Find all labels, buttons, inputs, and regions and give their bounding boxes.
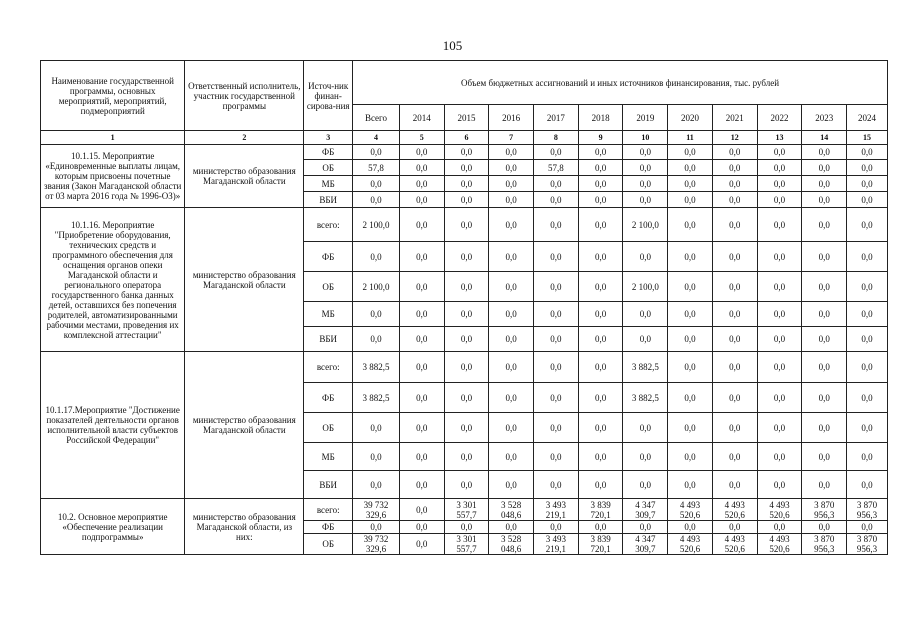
year-value: 0,0 <box>534 443 579 471</box>
year-value: 0,0 <box>534 327 579 352</box>
year-value: 0,0 <box>802 272 847 302</box>
total-value: 0,0 <box>353 443 400 471</box>
year-value: 0,0 <box>534 272 579 302</box>
year-value: 0,0 <box>444 413 489 443</box>
year-value: 0,0 <box>578 521 623 534</box>
year-value: 0,0 <box>802 145 847 160</box>
year-value: 0,0 <box>802 208 847 242</box>
column-number: 2 <box>185 131 304 145</box>
year-value: 0,0 <box>847 145 888 160</box>
year-value: 4 493 520,6 <box>668 534 713 555</box>
year-value: 0,0 <box>623 242 668 272</box>
year-value: 0,0 <box>399 192 444 208</box>
responsible-executor: министерство образования Магаданской области <box>185 145 304 208</box>
year-value: 0,0 <box>712 352 757 383</box>
budget-table <box>40 60 888 555</box>
year-value: 0,0 <box>489 383 534 413</box>
year-value: 0,0 <box>623 192 668 208</box>
header-year: 2015 <box>444 105 489 131</box>
total-value: 0,0 <box>353 302 400 327</box>
year-value: 0,0 <box>489 192 534 208</box>
year-value: 0,0 <box>623 327 668 352</box>
year-value: 0,0 <box>623 176 668 192</box>
header-year: 2023 <box>802 105 847 131</box>
year-value: 0,0 <box>489 160 534 176</box>
year-value: 0,0 <box>668 145 713 160</box>
year-value: 0,0 <box>712 208 757 242</box>
column-number-row <box>41 131 888 145</box>
year-value: 0,0 <box>847 160 888 176</box>
year-value: 0,0 <box>757 521 802 534</box>
column-number: 12 <box>712 131 757 145</box>
year-value: 0,0 <box>668 176 713 192</box>
year-value: 0,0 <box>578 352 623 383</box>
year-value: 0,0 <box>578 383 623 413</box>
total-value: 0,0 <box>353 327 400 352</box>
funding-source: МБ <box>304 302 353 327</box>
year-value: 0,0 <box>802 521 847 534</box>
header-source: Источ-ник финан-сирова-ния <box>304 61 353 131</box>
year-value: 0,0 <box>399 208 444 242</box>
year-value: 0,0 <box>668 208 713 242</box>
year-value: 3 870 956,3 <box>802 499 847 521</box>
funding-source: ФБ <box>304 383 353 413</box>
year-value: 0,0 <box>399 443 444 471</box>
year-value: 0,0 <box>399 534 444 555</box>
funding-source: всего: <box>304 499 353 521</box>
year-value: 0,0 <box>847 443 888 471</box>
year-value: 0,0 <box>444 521 489 534</box>
activity-name: 10.1.16. Мероприятие "Приобретение оборудования, технических средств и программного обеспечения для оснащения органов опеки Магаданской области и регионального оператора государственного банка данных детей, оставшихся без попечения родителей, автоматизированными рабочими местами, проведения их комплексной аттестации" <box>41 208 185 352</box>
year-value: 4 493 520,6 <box>757 499 802 521</box>
year-value: 0,0 <box>534 242 579 272</box>
year-value: 0,0 <box>444 176 489 192</box>
header-year: 2024 <box>847 105 888 131</box>
funding-source: ФБ <box>304 242 353 272</box>
funding-source: ВБИ <box>304 327 353 352</box>
year-value: 0,0 <box>399 302 444 327</box>
year-value: 0,0 <box>578 327 623 352</box>
year-value: 0,0 <box>578 242 623 272</box>
year-value: 3 870 956,3 <box>802 534 847 555</box>
funding-source: ВБИ <box>304 471 353 499</box>
year-value: 0,0 <box>847 192 888 208</box>
year-value: 0,0 <box>802 383 847 413</box>
year-value: 0,0 <box>847 302 888 327</box>
total-value: 0,0 <box>353 145 400 160</box>
table-row <box>41 499 888 521</box>
year-value: 3 839 720,1 <box>578 534 623 555</box>
year-value: 0,0 <box>802 327 847 352</box>
year-value: 0,0 <box>757 327 802 352</box>
year-value: 0,0 <box>489 327 534 352</box>
year-value: 0,0 <box>712 192 757 208</box>
year-value: 0,0 <box>489 272 534 302</box>
funding-source: всего: <box>304 208 353 242</box>
year-value: 0,0 <box>712 302 757 327</box>
year-value: 0,0 <box>489 352 534 383</box>
year-value: 0,0 <box>534 521 579 534</box>
year-value: 0,0 <box>444 352 489 383</box>
total-value: 0,0 <box>353 413 400 443</box>
total-value: 2 100,0 <box>353 208 400 242</box>
year-value: 0,0 <box>534 471 579 499</box>
year-value: 0,0 <box>802 176 847 192</box>
year-value: 3 493 219,1 <box>534 499 579 521</box>
year-value: 3 493 219,1 <box>534 534 579 555</box>
year-value: 0,0 <box>712 471 757 499</box>
header-responsible: Ответственный исполнитель, участник государственной программы <box>185 61 304 131</box>
funding-source: ОБ <box>304 534 353 555</box>
year-value: 0,0 <box>578 413 623 443</box>
year-value: 0,0 <box>847 471 888 499</box>
year-value: 0,0 <box>757 443 802 471</box>
activity-name: 10.1.15. Мероприятие «Единовременные выплаты лицам, которым присвоены почетные звания (Закон Магаданской области от 03 марта 2016 года № 1996-ОЗ)» <box>41 145 185 208</box>
year-value: 0,0 <box>712 176 757 192</box>
year-value: 0,0 <box>489 176 534 192</box>
header-year: 2016 <box>489 105 534 131</box>
year-value: 4 493 520,6 <box>712 499 757 521</box>
year-value: 0,0 <box>399 352 444 383</box>
header-year: 2018 <box>578 105 623 131</box>
total-value: 0,0 <box>353 192 400 208</box>
year-value: 3 301 557,7 <box>444 534 489 555</box>
year-value: 0,0 <box>578 192 623 208</box>
year-value: 0,0 <box>847 521 888 534</box>
year-value: 0,0 <box>757 272 802 302</box>
year-value: 0,0 <box>668 413 713 443</box>
year-value: 0,0 <box>668 160 713 176</box>
year-value: 0,0 <box>847 383 888 413</box>
year-value: 0,0 <box>444 383 489 413</box>
year-value: 0,0 <box>534 352 579 383</box>
year-value: 0,0 <box>578 471 623 499</box>
year-value: 0,0 <box>444 327 489 352</box>
year-value: 0,0 <box>489 302 534 327</box>
column-number: 11 <box>668 131 713 145</box>
year-value: 0,0 <box>399 327 444 352</box>
column-number: 7 <box>489 131 534 145</box>
year-value: 3 301 557,7 <box>444 499 489 521</box>
year-value: 0,0 <box>668 352 713 383</box>
header-total: Всего <box>353 105 400 131</box>
year-value: 0,0 <box>578 302 623 327</box>
year-value: 0,0 <box>668 521 713 534</box>
year-value: 0,0 <box>757 413 802 443</box>
year-value: 0,0 <box>847 352 888 383</box>
column-number: 15 <box>847 131 888 145</box>
year-value: 3 528 048,6 <box>489 499 534 521</box>
year-value: 0,0 <box>578 176 623 192</box>
year-value: 0,0 <box>578 208 623 242</box>
column-number: 1 <box>41 131 185 145</box>
year-value: 0,0 <box>444 302 489 327</box>
activity-name: 10.1.17.Мероприятие "Достижение показателей деятельности органов исполнительной власти субъектов Российской Федерации" <box>41 352 185 499</box>
year-value: 0,0 <box>578 160 623 176</box>
year-value: 0,0 <box>623 302 668 327</box>
column-number: 8 <box>534 131 579 145</box>
year-value: 3 882,5 <box>623 383 668 413</box>
total-value: 0,0 <box>353 242 400 272</box>
year-value: 0,0 <box>399 145 444 160</box>
year-value: 0,0 <box>489 145 534 160</box>
responsible-executor: министерство образования Магаданской области <box>185 352 304 499</box>
year-value: 0,0 <box>399 176 444 192</box>
year-value: 4 493 520,6 <box>757 534 802 555</box>
column-number: 14 <box>802 131 847 145</box>
year-value: 0,0 <box>444 145 489 160</box>
year-value: 0,0 <box>757 352 802 383</box>
year-value: 0,0 <box>712 160 757 176</box>
year-value: 0,0 <box>399 383 444 413</box>
year-value: 0,0 <box>444 192 489 208</box>
year-value: 0,0 <box>623 471 668 499</box>
table-row <box>41 145 888 160</box>
funding-source: ОБ <box>304 413 353 443</box>
year-value: 2 100,0 <box>623 208 668 242</box>
year-value: 0,0 <box>802 471 847 499</box>
year-value: 0,0 <box>757 208 802 242</box>
funding-source: МБ <box>304 176 353 192</box>
year-value: 0,0 <box>757 242 802 272</box>
responsible-executor: министерство образования Магаданской области <box>185 208 304 352</box>
year-value: 0,0 <box>712 383 757 413</box>
total-value: 3 882,5 <box>353 352 400 383</box>
year-value: 0,0 <box>802 160 847 176</box>
year-value: 0,0 <box>444 272 489 302</box>
year-value: 0,0 <box>399 471 444 499</box>
header-year: 2022 <box>757 105 802 131</box>
column-number: 9 <box>578 131 623 145</box>
total-value: 39 732 329,6 <box>353 499 400 521</box>
year-value: 4 493 520,6 <box>668 499 713 521</box>
year-value: 0,0 <box>712 413 757 443</box>
year-value: 0,0 <box>847 413 888 443</box>
year-value: 0,0 <box>712 242 757 272</box>
year-value: 0,0 <box>668 242 713 272</box>
year-value: 57,8 <box>534 160 579 176</box>
header-year: 2019 <box>623 105 668 131</box>
year-value: 0,0 <box>578 145 623 160</box>
year-value: 4 493 520,6 <box>712 534 757 555</box>
year-value: 0,0 <box>399 272 444 302</box>
column-number: 13 <box>757 131 802 145</box>
year-value: 0,0 <box>757 176 802 192</box>
column-number: 3 <box>304 131 353 145</box>
header-year: 2020 <box>668 105 713 131</box>
table-row <box>41 208 888 242</box>
year-value: 0,0 <box>668 471 713 499</box>
year-value: 0,0 <box>668 383 713 413</box>
column-number: 4 <box>353 131 400 145</box>
year-value: 0,0 <box>399 160 444 176</box>
year-value: 4 347 309,7 <box>623 499 668 521</box>
year-value: 0,0 <box>757 145 802 160</box>
funding-source: МБ <box>304 443 353 471</box>
year-value: 0,0 <box>668 327 713 352</box>
year-value: 0,0 <box>802 192 847 208</box>
year-value: 0,0 <box>757 302 802 327</box>
total-value: 57,8 <box>353 160 400 176</box>
table-row <box>41 352 888 383</box>
year-value: 3 839 720,1 <box>578 499 623 521</box>
year-value: 2 100,0 <box>623 272 668 302</box>
header-year: 2014 <box>399 105 444 131</box>
year-value: 0,0 <box>802 302 847 327</box>
year-value: 0,0 <box>444 443 489 471</box>
year-value: 0,0 <box>847 272 888 302</box>
year-value: 0,0 <box>668 443 713 471</box>
funding-source: ФБ <box>304 521 353 534</box>
page-number: 105 <box>442 38 463 53</box>
year-value: 0,0 <box>623 443 668 471</box>
year-value: 0,0 <box>399 521 444 534</box>
total-value: 0,0 <box>353 471 400 499</box>
year-value: 0,0 <box>489 521 534 534</box>
year-value: 4 347 309,7 <box>623 534 668 555</box>
year-value: 0,0 <box>399 499 444 521</box>
year-value: 0,0 <box>847 176 888 192</box>
activity-name: 10.2. Основное мероприятие «Обеспечение реализации подпрограммы» <box>41 499 185 555</box>
year-value: 0,0 <box>534 176 579 192</box>
year-value: 0,0 <box>712 521 757 534</box>
year-value: 0,0 <box>489 413 534 443</box>
year-value: 0,0 <box>712 327 757 352</box>
year-value: 0,0 <box>534 413 579 443</box>
year-value: 0,0 <box>534 383 579 413</box>
year-value: 0,0 <box>802 242 847 272</box>
year-value: 0,0 <box>757 471 802 499</box>
year-value: 0,0 <box>534 208 579 242</box>
header-year: 2017 <box>534 105 579 131</box>
year-value: 0,0 <box>534 192 579 208</box>
year-value: 0,0 <box>712 145 757 160</box>
funding-source: ФБ <box>304 145 353 160</box>
header-name: Наименование государственной программы, основных мероприятий, мероприятий, подмероприятий <box>41 61 185 131</box>
total-value: 2 100,0 <box>353 272 400 302</box>
responsible-executor: министерство образования Магаданской области, из них: <box>185 499 304 555</box>
year-value: 0,0 <box>534 302 579 327</box>
year-value: 3 870 956,3 <box>847 499 888 521</box>
year-value: 0,0 <box>802 352 847 383</box>
funding-source: ОБ <box>304 160 353 176</box>
total-value: 39 732 329,6 <box>353 534 400 555</box>
funding-source: всего: <box>304 352 353 383</box>
year-value: 0,0 <box>444 471 489 499</box>
year-value: 0,0 <box>802 413 847 443</box>
year-value: 0,0 <box>489 443 534 471</box>
year-value: 0,0 <box>578 443 623 471</box>
year-value: 0,0 <box>444 208 489 242</box>
total-value: 0,0 <box>353 176 400 192</box>
header-funding: Объем бюджетных ассигнований и иных источников финансирования, тыс. рублей <box>353 61 888 105</box>
year-value: 0,0 <box>668 192 713 208</box>
year-value: 0,0 <box>399 242 444 272</box>
funding-source: ОБ <box>304 272 353 302</box>
year-value: 0,0 <box>668 272 713 302</box>
year-value: 3 528 048,6 <box>489 534 534 555</box>
year-value: 0,0 <box>623 145 668 160</box>
year-value: 0,0 <box>757 160 802 176</box>
year-value: 3 870 956,3 <box>847 534 888 555</box>
year-value: 0,0 <box>623 160 668 176</box>
total-value: 0,0 <box>353 521 400 534</box>
year-value: 0,0 <box>444 160 489 176</box>
year-value: 0,0 <box>757 383 802 413</box>
year-value: 0,0 <box>802 443 847 471</box>
year-value: 0,0 <box>668 302 713 327</box>
year-value: 0,0 <box>712 443 757 471</box>
year-value: 0,0 <box>847 208 888 242</box>
column-number: 10 <box>623 131 668 145</box>
year-value: 3 882,5 <box>623 352 668 383</box>
year-value: 0,0 <box>489 471 534 499</box>
column-number: 6 <box>444 131 489 145</box>
year-value: 0,0 <box>489 208 534 242</box>
year-value: 0,0 <box>534 145 579 160</box>
column-number: 5 <box>399 131 444 145</box>
year-value: 0,0 <box>712 272 757 302</box>
total-value: 3 882,5 <box>353 383 400 413</box>
year-value: 0,0 <box>578 272 623 302</box>
year-value: 0,0 <box>847 242 888 272</box>
year-value: 0,0 <box>757 192 802 208</box>
year-value: 0,0 <box>623 521 668 534</box>
year-value: 0,0 <box>623 413 668 443</box>
year-value: 0,0 <box>399 413 444 443</box>
header-year: 2021 <box>712 105 757 131</box>
funding-source: ВБИ <box>304 192 353 208</box>
year-value: 0,0 <box>444 242 489 272</box>
year-value: 0,0 <box>489 242 534 272</box>
year-value: 0,0 <box>847 327 888 352</box>
